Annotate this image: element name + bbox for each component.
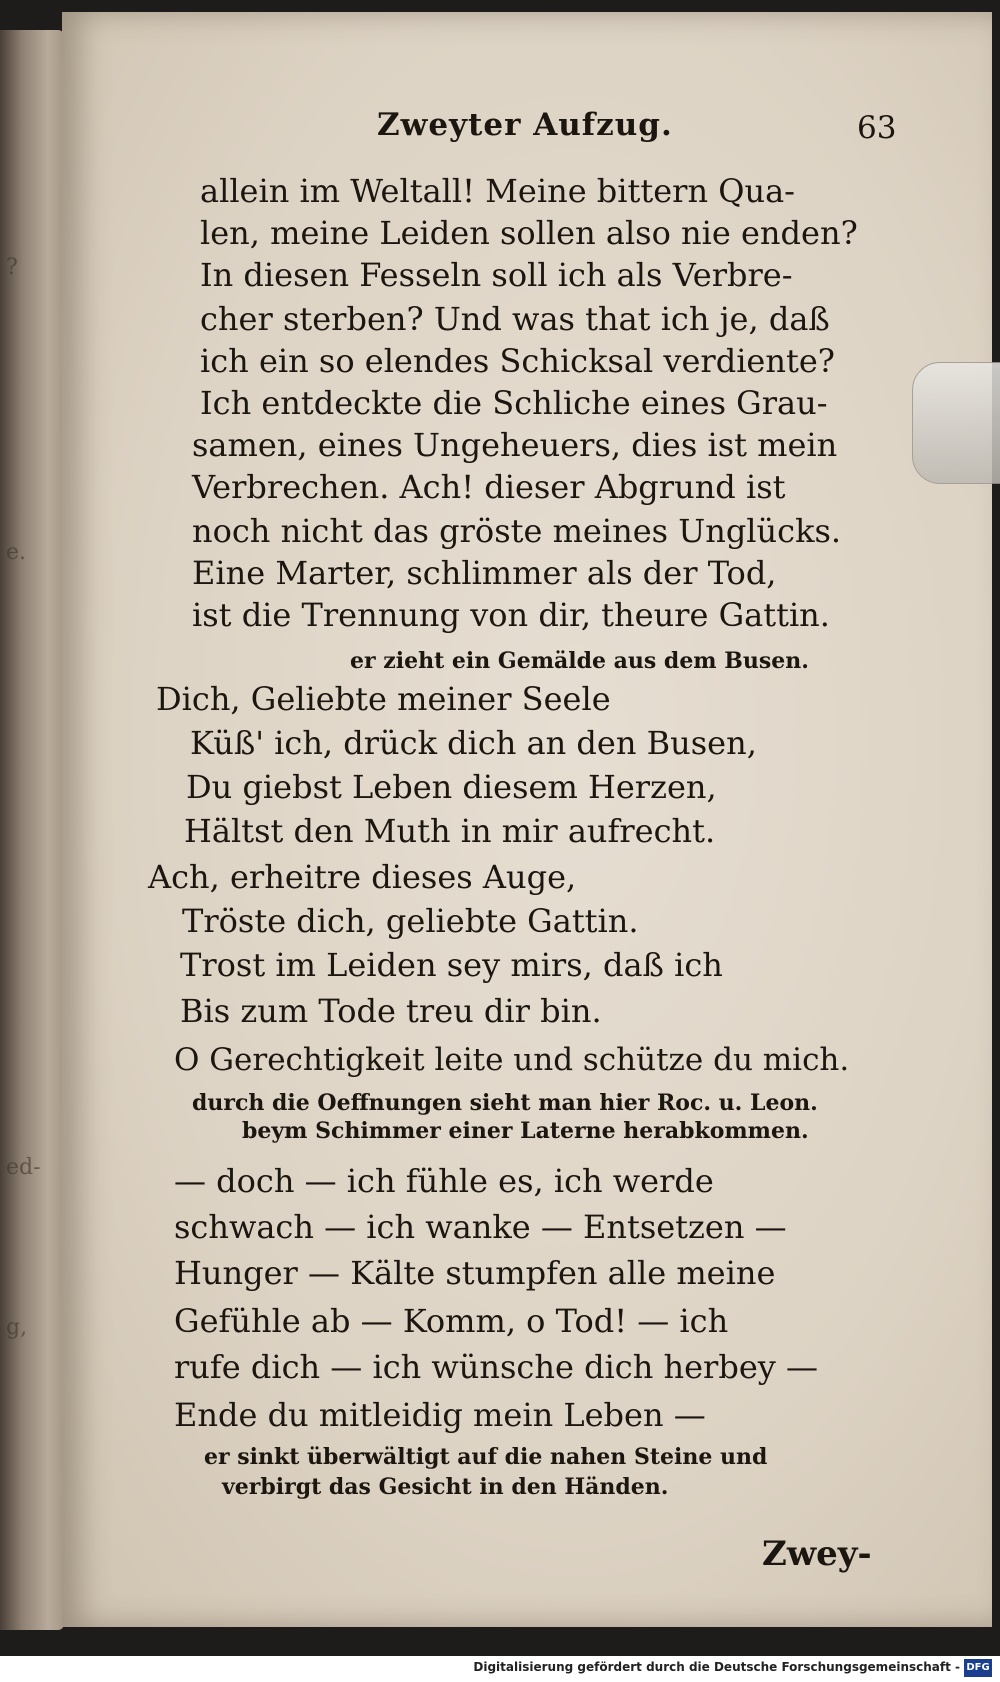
text-line: — doch — ich fühle es, ich werde xyxy=(174,1162,714,1200)
left-page-fragment: g, xyxy=(6,1315,28,1340)
text-line: Ende du mitleidig mein Leben — xyxy=(174,1396,706,1434)
text-line: samen, eines Ungeheuers, dies ist mein xyxy=(192,426,838,464)
book-page xyxy=(62,12,992,1627)
verse-line: Trost im Leiden sey mirs, daß ich xyxy=(180,946,723,984)
text-line: cher sterben? Und was that ich je, daß xyxy=(200,300,830,338)
stage-direction: beym Schimmer einer Laterne herabkommen. xyxy=(242,1118,809,1144)
text-line: ich ein so elendes Schicksal verdiente? xyxy=(200,342,835,380)
text-line: schwach — ich wanke — Entsetzen — xyxy=(174,1208,787,1246)
verse-line: Bis zum Tode treu dir bin. xyxy=(180,992,602,1030)
text-line: noch nicht das gröste meines Unglücks. xyxy=(192,512,842,550)
text-line: allein im Weltall! Meine bittern Qua- xyxy=(200,172,795,210)
stage-direction: durch die Oeffnungen sieht man hier Roc. u. Leon. xyxy=(192,1090,818,1116)
page-number: 63 xyxy=(857,110,897,146)
dfg-logo-icon: DFG xyxy=(964,1659,992,1677)
text-line: ist die Trennung von dir, theure Gattin. xyxy=(192,596,830,634)
text-line: In diesen Fesseln soll ich als Verbre- xyxy=(200,256,793,294)
verse-line: Hältst den Muth in mir aufrecht. xyxy=(184,812,716,850)
stage-direction: er sinkt überwältigt auf die nahen Steine und xyxy=(204,1444,768,1470)
left-page-fragment: ed- xyxy=(6,1155,41,1180)
text-line: Eine Marter, schlimmer als der Tod, xyxy=(192,554,777,592)
running-head: Zweyter Aufzug. xyxy=(377,107,673,143)
text-line: rufe dich — ich wünsche dich herbey — xyxy=(174,1348,818,1386)
text-line: len, meine Leiden sollen also nie enden? xyxy=(200,214,858,252)
verse-line: Ach, erheitre dieses Auge, xyxy=(148,858,577,896)
footer-bar xyxy=(0,1656,1000,1682)
text-line: O Gerechtigkeit leite und schütze du mich. xyxy=(174,1042,850,1078)
left-page-fragment: ? xyxy=(6,255,18,280)
page-clip xyxy=(912,362,1000,484)
verse-line: Tröste dich, geliebte Gattin. xyxy=(182,902,639,940)
verse-line: Du giebst Leben diesem Herzen, xyxy=(186,768,717,806)
catchword: Zwey- xyxy=(762,1534,872,1574)
stage-direction: er zieht ein Gemälde aus dem Busen. xyxy=(350,648,809,674)
funding-notice: Digitalisierung gefördert durch die Deutsche Forschungsgemeinschaft - xyxy=(473,1660,960,1674)
left-page-fragment: e. xyxy=(6,540,27,565)
verse-line: Küß' ich, drück dich an den Busen, xyxy=(190,724,757,762)
text-line: Verbrechen. Ach! dieser Abgrund ist xyxy=(192,468,786,506)
verse-line: Dich, Geliebte meiner Seele xyxy=(156,680,611,718)
text-line: Hunger — Kälte stumpfen alle meine xyxy=(174,1254,776,1292)
text-line: Gefühle ab — Komm, o Tod! — ich xyxy=(174,1302,729,1340)
text-line: Ich entdeckte die Schliche eines Grau- xyxy=(200,384,828,422)
previous-page-edge xyxy=(0,30,64,1630)
stage-direction: verbirgt das Gesicht in den Händen. xyxy=(222,1474,669,1500)
